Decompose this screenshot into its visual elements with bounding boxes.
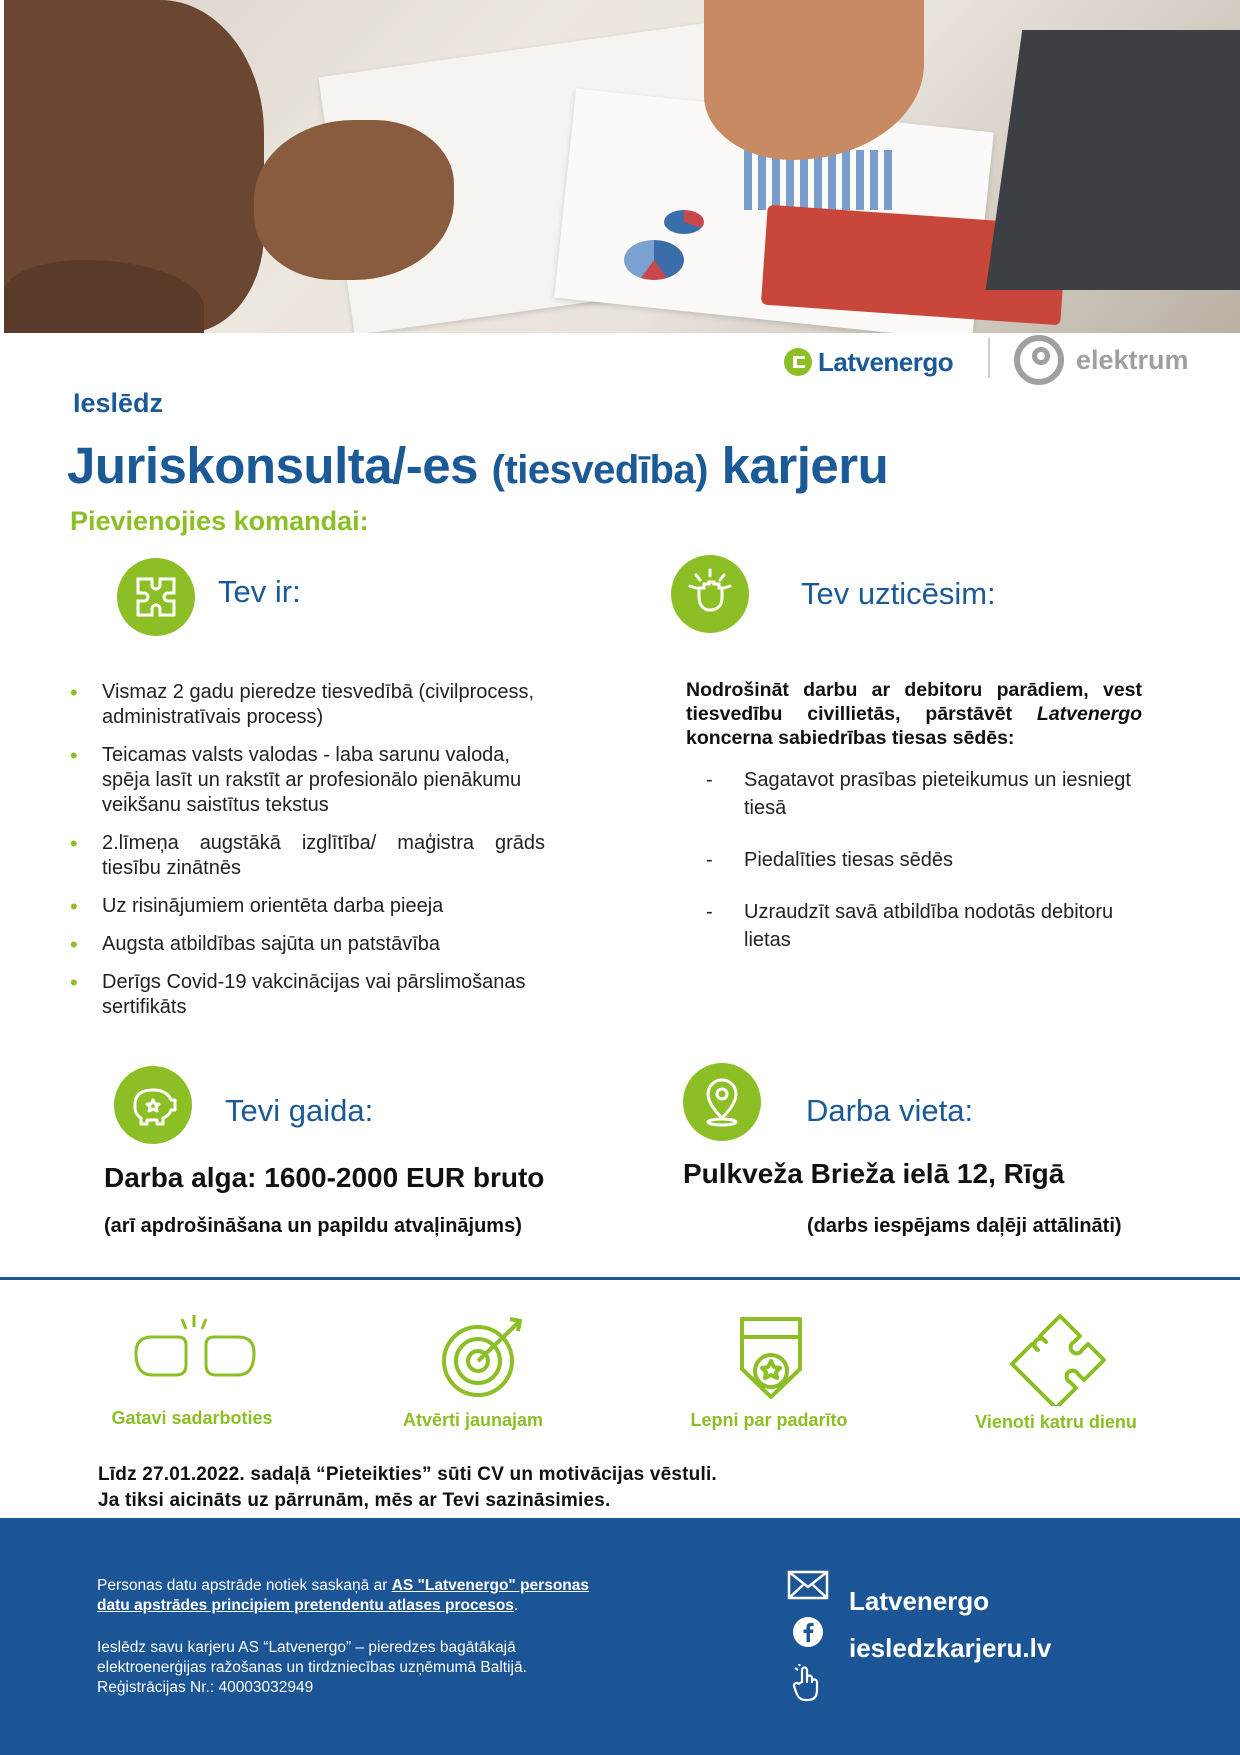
latvenergo-logo-icon <box>784 348 812 376</box>
privacy-prefix: Personas datu apstrāde notiek saskaņā ar <box>97 1577 392 1594</box>
list-item: • Augsta atbildības sajūta un patstāvība <box>70 932 545 957</box>
puzzle-icon <box>1008 1312 1108 1411</box>
duties-intro <box>686 678 1142 750</box>
logo-divider <box>988 338 990 378</box>
work-address-note: (darbs iespējams daļēji attālināti) <box>807 1215 1122 1237</box>
title-career: karjeru <box>721 437 889 494</box>
title-area: (tiesvedība) <box>491 448 708 492</box>
tevi-gaida-heading: Tevi gaida: <box>225 1093 374 1128</box>
duties-list <box>686 766 1146 978</box>
location-pin-icon <box>683 1063 761 1141</box>
elektrum-logo <box>1014 334 1189 386</box>
duties-intro-text: Nodrošināt darbu ar debitoru parādiem, vest tiesvedību civillietās, pārstāvēt <box>686 679 1142 725</box>
salary: Darba alga: 1600-2000 EUR bruto <box>104 1162 545 1193</box>
hero-photo <box>4 0 1240 333</box>
call-to-action <box>98 1462 717 1514</box>
list-item: - Sagatavot prasības pieteikumus un iesniegt tiesā <box>686 766 1146 822</box>
title-role: Juriskonsulta/-es <box>67 437 478 494</box>
list-item: - Piedalīties tiesas sēdēs <box>686 846 1146 874</box>
privacy-policy-link[interactable]: AS "Latvenergo" personas datu apstrādes principiem pretendentu atlases procesos <box>97 1577 589 1614</box>
value-label: Gatavi sadarboties <box>111 1408 273 1428</box>
fist-bump-icon <box>130 1313 260 1398</box>
medal-icon <box>738 1315 804 1412</box>
kicker: Ieslēdz <box>73 388 164 418</box>
value-label: Lepni par padarīto <box>690 1410 848 1430</box>
page-title <box>67 436 888 495</box>
latvenergo-contact-link[interactable]: Latvenergo <box>849 1586 990 1616</box>
cta-line-1: Līdz 27.01.2022. sadaļā “Pieteikties” sūti CV un motivācijas vēstuli. <box>98 1464 717 1485</box>
target-icon <box>438 1313 530 1406</box>
latvenergo-logo-text: Latvenergo <box>818 346 954 377</box>
tev-uzticesim-heading: Tev uzticēsim: <box>801 576 996 611</box>
registration-number: Reģistrācijas Nr.: 40003032949 <box>97 1679 314 1696</box>
raised-fist-icon <box>671 555 749 633</box>
tev-ir-heading: Tev ir: <box>218 574 301 609</box>
list-item: • Teicamas valsts valodas - laba sarunu valoda, spēja lasīt un rakstīt ar profesionālo pienākumu veikšanu saistītus tekstus <box>70 743 545 818</box>
list-item: • Derīgs Covid-19 vakcinācijas vai pārslimošanas sertifikāts <box>70 970 545 1020</box>
puzzle-icon <box>117 558 195 636</box>
salary-note: (arī apdrošināšana un papildu atvaļinājums) <box>104 1215 522 1237</box>
section-divider <box>0 1277 1240 1280</box>
value-label: Vienoti katru dienu <box>975 1412 1137 1432</box>
facebook-icon[interactable] <box>792 1616 824 1653</box>
latvenergo-logo <box>784 344 953 380</box>
company-about <box>97 1638 617 1698</box>
list-item: - Uzraudzīt savā atbildība nodotās debitoru lietas <box>686 898 1146 954</box>
elektrum-logo-icon <box>1014 335 1064 385</box>
subtitle: Pievienojies komandai: <box>70 506 369 536</box>
list-item: • Uz risinājumiem orientēta darba pieeja <box>70 894 545 919</box>
work-address: Pulkveža Brieža ielā 12, Rīgā <box>683 1158 1065 1189</box>
pointer-hand-icon[interactable] <box>792 1664 822 1709</box>
requirements-list <box>70 680 545 1033</box>
career-website-link[interactable]: iesledzkarjeru.lv <box>849 1633 1052 1663</box>
envelope-icon[interactable] <box>787 1570 829 1605</box>
privacy-note <box>97 1576 617 1616</box>
piggy-bank-icon <box>114 1066 192 1144</box>
cta-line-2: Ja tiksi aicināts uz pārrunām, mēs ar Tevi sazināsimies. <box>98 1490 611 1511</box>
value-label: Atvērti jaunajam <box>402 1410 544 1430</box>
duties-intro-brand: Latvenergo <box>1036 703 1143 725</box>
footer <box>0 1518 1240 1755</box>
darba-vieta-heading: Darba vieta: <box>806 1093 974 1128</box>
privacy-suffix: . <box>513 1597 519 1614</box>
list-item: • 2.līmeņa augstākā izglītība/ maģistra grāds tiesību zinātnēs <box>70 831 545 881</box>
duties-intro-text-end: koncerna sabiedrības tiesas sēdēs: <box>686 727 1015 749</box>
elektrum-logo-text: elektrum <box>1076 344 1189 375</box>
company-about-text: Ieslēdz savu karjeru AS “Latvenergo” – pieredzes bagātākajā elektroenerģijas ražošanas un tirdzniecības uzņēmumā Baltijā. <box>97 1639 527 1676</box>
list-item: • Vismaz 2 gadu pieredze tiesvedībā (civilprocess, administratīvais process) <box>70 680 545 730</box>
